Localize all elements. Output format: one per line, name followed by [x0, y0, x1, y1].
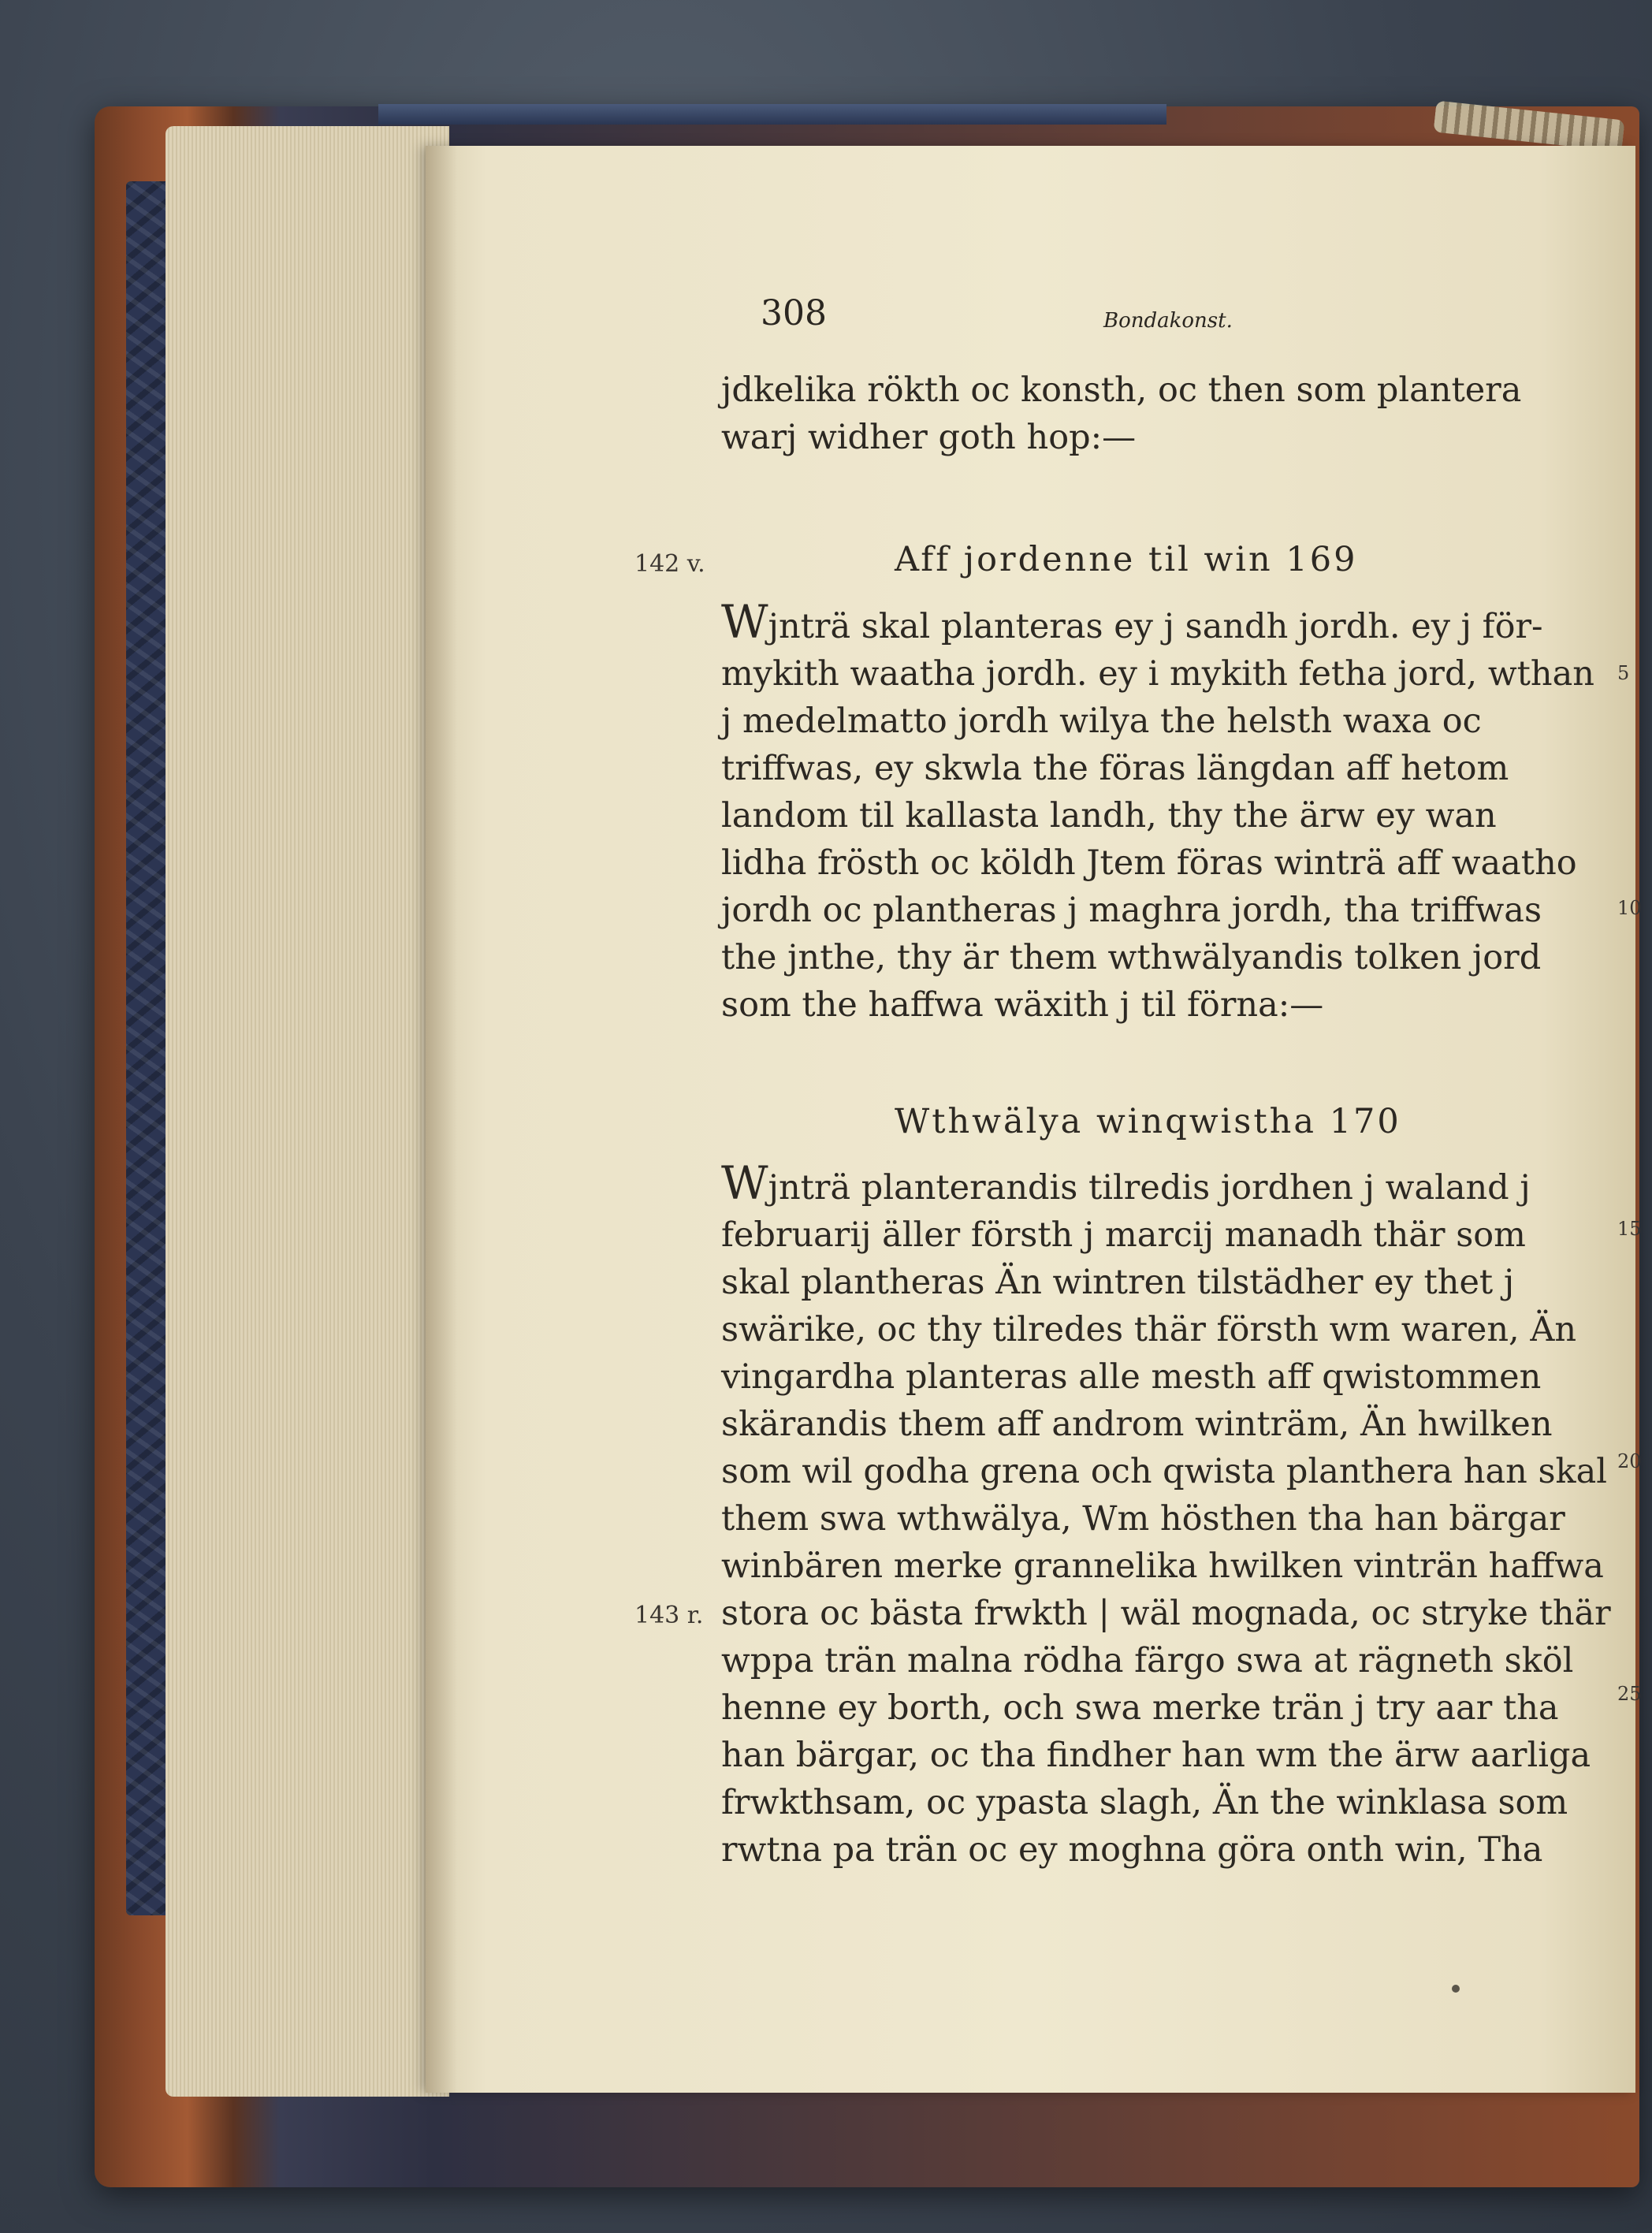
text-line: warj widher goth hop:—: [721, 418, 1137, 457]
text-line: som the haffwa wäxith j til förna:—: [721, 985, 1324, 1025]
line-number: 10: [1617, 897, 1642, 919]
text-line: j medelmatto jordh wilya the helsth waxa oc: [721, 702, 1482, 741]
section-heading: Wthwälya winqwistha 170: [895, 1102, 1401, 1141]
text-line: jordh oc plantheras j maghra jordh, tha triffwas: [721, 891, 1542, 930]
ink-spot: [1452, 1985, 1460, 1993]
text-line: skal plantheras Än wintren tilstädher ey thet j: [721, 1263, 1515, 1302]
page-number: 308: [761, 293, 827, 333]
text-line: henne ey borth, och swa merke trän j try aar tha: [721, 1688, 1559, 1728]
text-line: swärike, oc thy tilredes thär försth wm waren, Än: [721, 1310, 1577, 1349]
page-gutter-shadow: [426, 146, 457, 2093]
text-line: stora oc bästa frwkth | wäl mognada, oc stryke thär: [721, 1594, 1611, 1633]
text-line: them swa wthwälya, Wm hösthen tha han bärgar: [721, 1499, 1565, 1539]
initial-letter: W: [721, 1156, 768, 1210]
text-line: landom til kallasta landh, thy the ärw ey wan: [721, 796, 1497, 836]
text-line: Wjnträ skal planteras ey j sandh jordh. ey j för-: [721, 595, 1543, 649]
text-line: mykith waatha jordh. ey i mykith fetha jord, wthan: [721, 654, 1594, 694]
line-number: 25: [1617, 1683, 1642, 1705]
margin-note-folio: 142 v.: [634, 550, 705, 578]
text-line: the jnthe, thy är them wthwälyandis tolken jord: [721, 938, 1542, 977]
initial-letter: W: [721, 595, 768, 649]
text-line: lidha frösth oc köldh Jtem föras winträ aff waatho: [721, 843, 1577, 883]
text-line: skärandis them aff androm winträm, Än hwilken: [721, 1405, 1553, 1444]
margin-note-folio: 143 r.: [634, 1602, 704, 1629]
text-line: som wil godha grena och qwista planthera han skal: [721, 1452, 1608, 1491]
text-line: wppa trän malna rödha färgo swa at rägneth sköl: [721, 1641, 1574, 1680]
text-line: februarij äller försth j marcij manadh thär som: [721, 1215, 1526, 1255]
text-line: triffwas, ey skwla the föras längdan aff hetom: [721, 749, 1509, 788]
line-number: 20: [1617, 1450, 1642, 1472]
page-edges: [166, 126, 449, 2097]
text-line: jdkelika rökth oc konsth, oc then som plantera: [721, 370, 1522, 410]
line-number: 5: [1617, 662, 1630, 684]
text-line: winbären merke grannelika hwilken vinträn haffwa: [721, 1546, 1604, 1586]
text-line: vingardha planteras alle mesth aff qwistommen: [721, 1357, 1542, 1397]
running-title: Bondakonst.: [1103, 309, 1233, 333]
cover-top-edge: [378, 104, 1166, 125]
text-line: han bärgar, oc tha findher han wm the ärw aarliga: [721, 1736, 1591, 1775]
text-line: Wjnträ planterandis tilredis jordhen j waland j: [721, 1156, 1531, 1210]
line-number: 15: [1617, 1218, 1642, 1240]
text-line: frwkthsam, oc ypasta slagh, Än the winklasa som: [721, 1783, 1568, 1822]
text-line: rwtna pa trän oc ey moghna göra onth win, Tha: [721, 1830, 1543, 1870]
section-heading: Aff jordenne til win 169: [895, 540, 1358, 579]
